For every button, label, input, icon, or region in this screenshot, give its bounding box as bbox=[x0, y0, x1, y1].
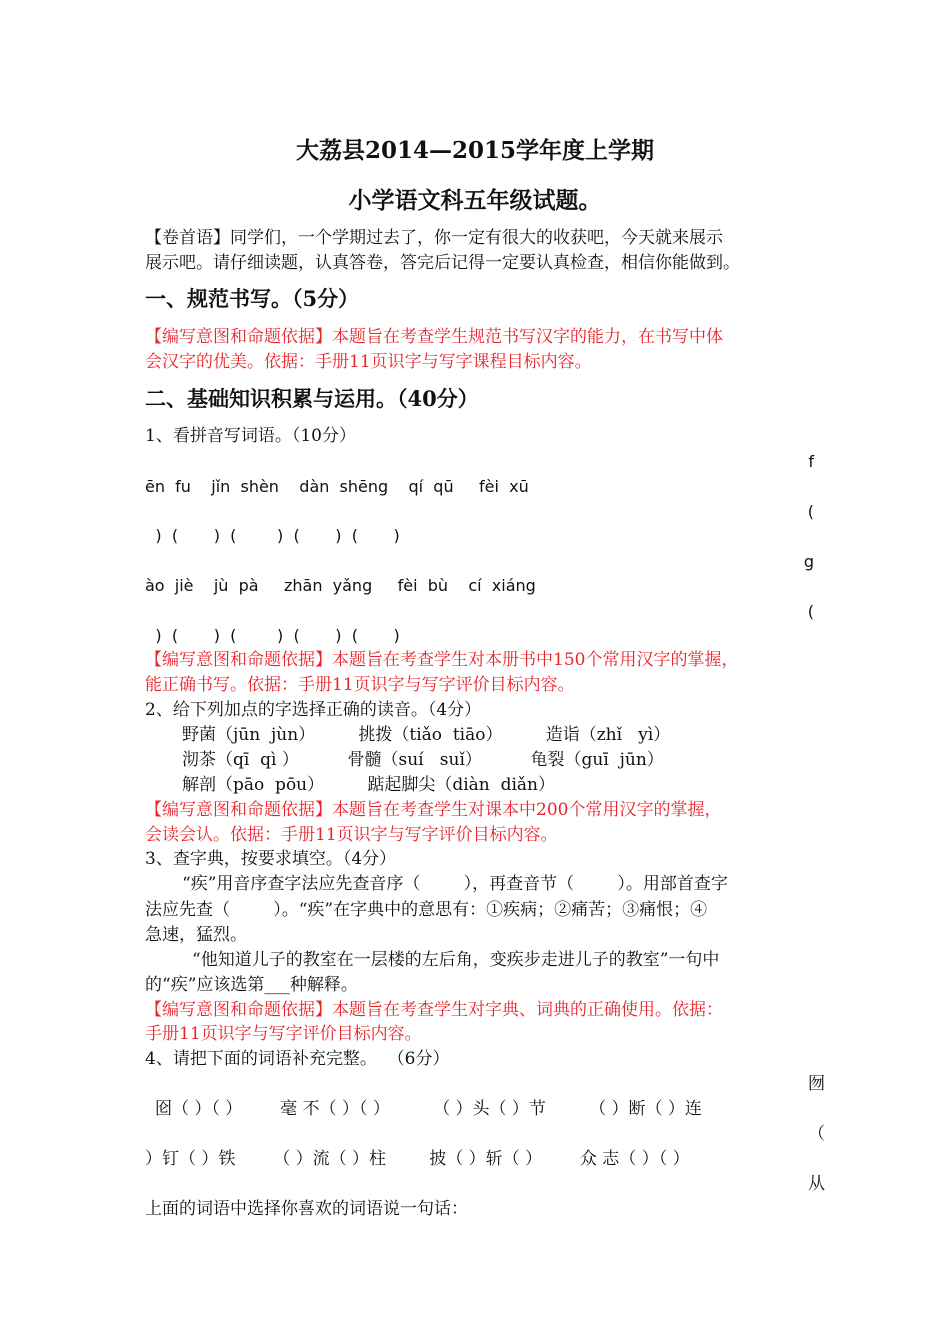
q2-row-2: 沏茶（qī qì ） 骨髓（suí suǐ） 龟裂（guī jūn） bbox=[182, 750, 664, 770]
q3-line-5: 的“疾”应该选第___种解释。 bbox=[145, 975, 358, 995]
q4-margin-cong: 从 bbox=[808, 1174, 825, 1194]
q4-margin-top: 囫 bbox=[808, 1074, 825, 1094]
q4-row-1: 囵（ ）（ ） 毫 不（ ）（ ） （ ）头（ ）节 （ ）断（ ）连 bbox=[155, 1099, 702, 1119]
q1-note-line-2: 能正确书写。依据：手册11页识字与写字评价目标内容。 bbox=[145, 675, 575, 695]
q2-row-1: 野菌（jūn jùn） 挑拨（tiǎo tiāo） 造诣（zhǐ yì） bbox=[182, 725, 671, 745]
q1-pinyin-row-1: ēn fu jǐn shèn dàn shēng qí qū fèi xū bbox=[145, 477, 529, 496]
q2-title: 2、给下列加点的字选择正确的读音。（4分） bbox=[145, 700, 482, 720]
q3-line-3: 急速，猛烈。 bbox=[145, 925, 247, 945]
q4-row-2: ）钉（ ）铁 （ ）流（ ）柱 披（ ）斩（ ） 众 志（ ）（ ） bbox=[145, 1149, 690, 1169]
q3-note-line-2: 手册11页识字与写字评价目标内容。 bbox=[145, 1024, 422, 1044]
intro-line-1: 【卷首语】同学们，一个学期过去了，你一定有很大的收获吧，今天就来展示 bbox=[145, 228, 723, 248]
q3-line-2: 法应先查（ ）。“疾”在字典中的意思有：①疾病；②痛苦；③痛恨；④ bbox=[145, 900, 708, 920]
exam-subtitle: 小学语文科五年级试题。 bbox=[348, 187, 602, 214]
q3-title: 3、查字典，按要求填空。（4分） bbox=[145, 849, 397, 869]
q2-row-3: 解剖（pāo pōu） 踮起脚尖（diàn diǎn） bbox=[182, 775, 555, 795]
q1-margin-paren-1: ( bbox=[807, 502, 814, 521]
q3-line-4: “他知道儿子的教室在一层楼的左后角，变疾步走进儿子的教室”一句中 bbox=[192, 950, 720, 970]
q3-note-line-1: 【编写意图和命题依据】本题旨在考查学生对字典、词典的正确使用。依据： bbox=[145, 1000, 723, 1020]
q1-margin-paren-2: ( bbox=[807, 602, 814, 621]
q4-margin-paren: （ bbox=[808, 1124, 825, 1144]
q2-note-line-1: 【编写意图和命题依据】本题旨在考查学生对课本中200个常用汉字的掌握， bbox=[145, 800, 722, 820]
intro-line-2: 展示吧。请仔细读题，认真答卷，答完后记得一定要认真检查，相信你能做到。 bbox=[145, 253, 740, 273]
q1-margin-g: g bbox=[803, 552, 814, 571]
q1-pinyin-row-2: ào jiè jù pà zhān yǎng fèi bù cí xiáng bbox=[145, 576, 536, 595]
q1-margin-f: f bbox=[808, 452, 814, 471]
q2-note-line-2: 会读会认。依据：手册11页识字与写字评价目标内容。 bbox=[145, 825, 558, 845]
q4-last-line: 上面的词语中选择你喜欢的词语说一句话： bbox=[145, 1199, 468, 1219]
q1-blanks-row-1: ) ( ) ( ) ( ) ( ) bbox=[130, 526, 400, 545]
section-1-note-line-2: 会汉字的优美。依据：手册11页识字与写字课程目标内容。 bbox=[145, 352, 592, 372]
q3-line-1: “疾”用音序查字法应先查音序（ ），再查音节（ ）。用部首查字 bbox=[182, 874, 728, 894]
section-1-note-line-1: 【编写意图和命题依据】本题旨在考查学生规范书写汉字的能力，在书写中体 bbox=[145, 327, 723, 347]
section-2-heading: 二、基础知识积累与运用。（40分） bbox=[145, 386, 479, 411]
q1-note-line-1: 【编写意图和命题依据】本题旨在考查学生对本册书中150个常用汉字的掌握， bbox=[145, 650, 739, 670]
section-1-heading: 一、规范书写。（5分） bbox=[145, 286, 360, 311]
q1-blanks-row-2: ) ( ) ( ) ( ) ( ) bbox=[130, 626, 400, 645]
q4-title: 4、请把下面的词语补充完整。 （6分） bbox=[145, 1049, 450, 1069]
q1-title: 1、看拼音写词语。（10分） bbox=[145, 426, 356, 446]
exam-title: 大荔县2014—2015学年度上学期 bbox=[295, 137, 655, 164]
